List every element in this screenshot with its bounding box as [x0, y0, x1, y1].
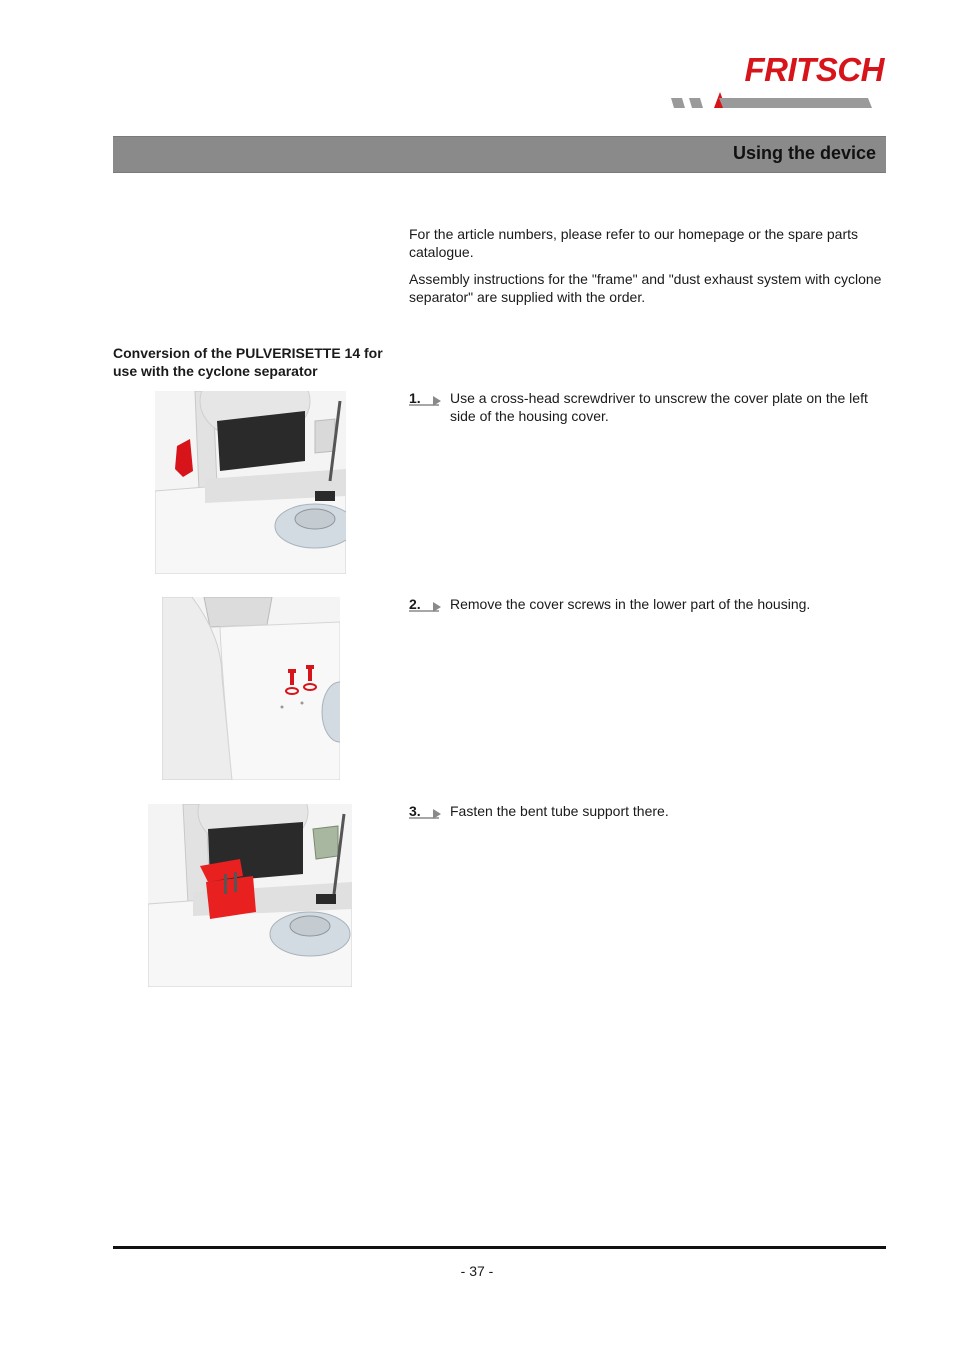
page-title: Using the device — [732, 143, 876, 163]
figure-step-2 — [162, 597, 340, 780]
step-number: 2. — [409, 596, 421, 612]
step-arrow-icon — [409, 393, 443, 407]
step-text: Remove the cover screws in the lower part of the housing. — [450, 596, 811, 612]
housing-cover-illustration — [155, 391, 346, 574]
step-arrow-icon — [409, 806, 443, 820]
step-number: 1. — [409, 390, 421, 406]
step-text: Fasten the bent tube support there. — [450, 803, 669, 819]
section-heading: Conversion of the PULVERISETTE 14 for use with the cyclone separator — [113, 345, 383, 379]
fritsch-logo — [668, 52, 888, 112]
figure-step-1 — [155, 391, 346, 574]
intro-paragraph-1: For the article numbers, please refer to our homepage or the spare parts catalogue. — [409, 226, 859, 260]
housing-lower-illustration — [162, 597, 340, 780]
page-number: - 37 - — [460, 1263, 494, 1279]
fritsch-logo-icon — [668, 52, 888, 112]
step-text: Use a cross-head screwdriver to unscrew the cover plate on the left side of the housing cover. — [450, 390, 868, 424]
intro-paragraph-2: Assembly instructions for the "frame" and "dust exhaust system with cyclone separator" are supplied with the order. — [409, 271, 882, 305]
step-number: 3. — [409, 803, 421, 819]
section-header-bar — [113, 136, 886, 173]
logo-wordmark: FRITSCH — [744, 51, 884, 88]
tube-support-illustration — [148, 804, 352, 987]
footer-rule — [113, 1246, 886, 1249]
step-arrow-icon — [409, 599, 443, 613]
figure-step-3 — [148, 804, 352, 987]
